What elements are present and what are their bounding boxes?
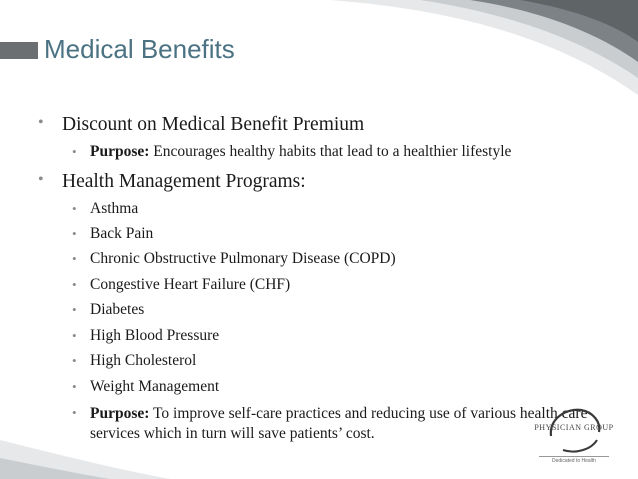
- title-accent-bar: [0, 42, 38, 59]
- bullet-dot-icon: •: [72, 353, 77, 368]
- sub-bullet-text: Congestive Heart Failure (CHF): [90, 276, 291, 293]
- bullet-dot-icon: •: [72, 277, 77, 292]
- bullet-text: Health Management Programs:: [62, 171, 306, 192]
- bullet-dot-icon: •: [72, 405, 77, 420]
- bullet-dot-icon: •: [72, 201, 77, 216]
- bullet-dot-icon: •: [38, 171, 44, 188]
- purpose-text: Encourages healthy habits that lead to a healthier lifestyle: [153, 143, 512, 160]
- bullet-dot-icon: •: [38, 114, 44, 131]
- bullet-dot-icon: •: [72, 328, 77, 343]
- purpose-label: Purpose:: [90, 143, 150, 160]
- bullet-dot-icon: •: [72, 251, 77, 266]
- slide-title: Medical Benefits: [44, 34, 235, 64]
- logo-tagline: Dedicated to Health: [539, 456, 609, 464]
- bullet-dot-icon: •: [72, 226, 77, 241]
- bullet-text: Discount on Medical Benefit Premium: [62, 114, 365, 135]
- bullet-dot-icon: •: [72, 302, 77, 317]
- logo-name: PHYSICIAN GROUP: [534, 423, 614, 432]
- sub-bullet-text: High Blood Pressure: [90, 327, 220, 344]
- bullet-dot-icon: •: [72, 144, 77, 159]
- purpose-text: To improve self-care practices and reducing use of various health care services which in turn will save patients’ cost.: [90, 405, 588, 442]
- sub-bullet-text: Back Pain: [90, 225, 154, 242]
- purpose-label: Purpose:: [90, 405, 150, 422]
- sub-bullet-text: High Cholesterol: [90, 352, 197, 369]
- sub-bullet-text: Asthma: [90, 200, 139, 217]
- sub-bullet-text: Chronic Obstructive Pulmonary Disease (COPD): [90, 250, 396, 267]
- sub-bullet-text: Diabetes: [90, 301, 145, 318]
- sub-bullet-text: Weight Management: [90, 378, 220, 395]
- bullet-dot-icon: •: [72, 379, 77, 394]
- physician-group-logo: [531, 406, 617, 470]
